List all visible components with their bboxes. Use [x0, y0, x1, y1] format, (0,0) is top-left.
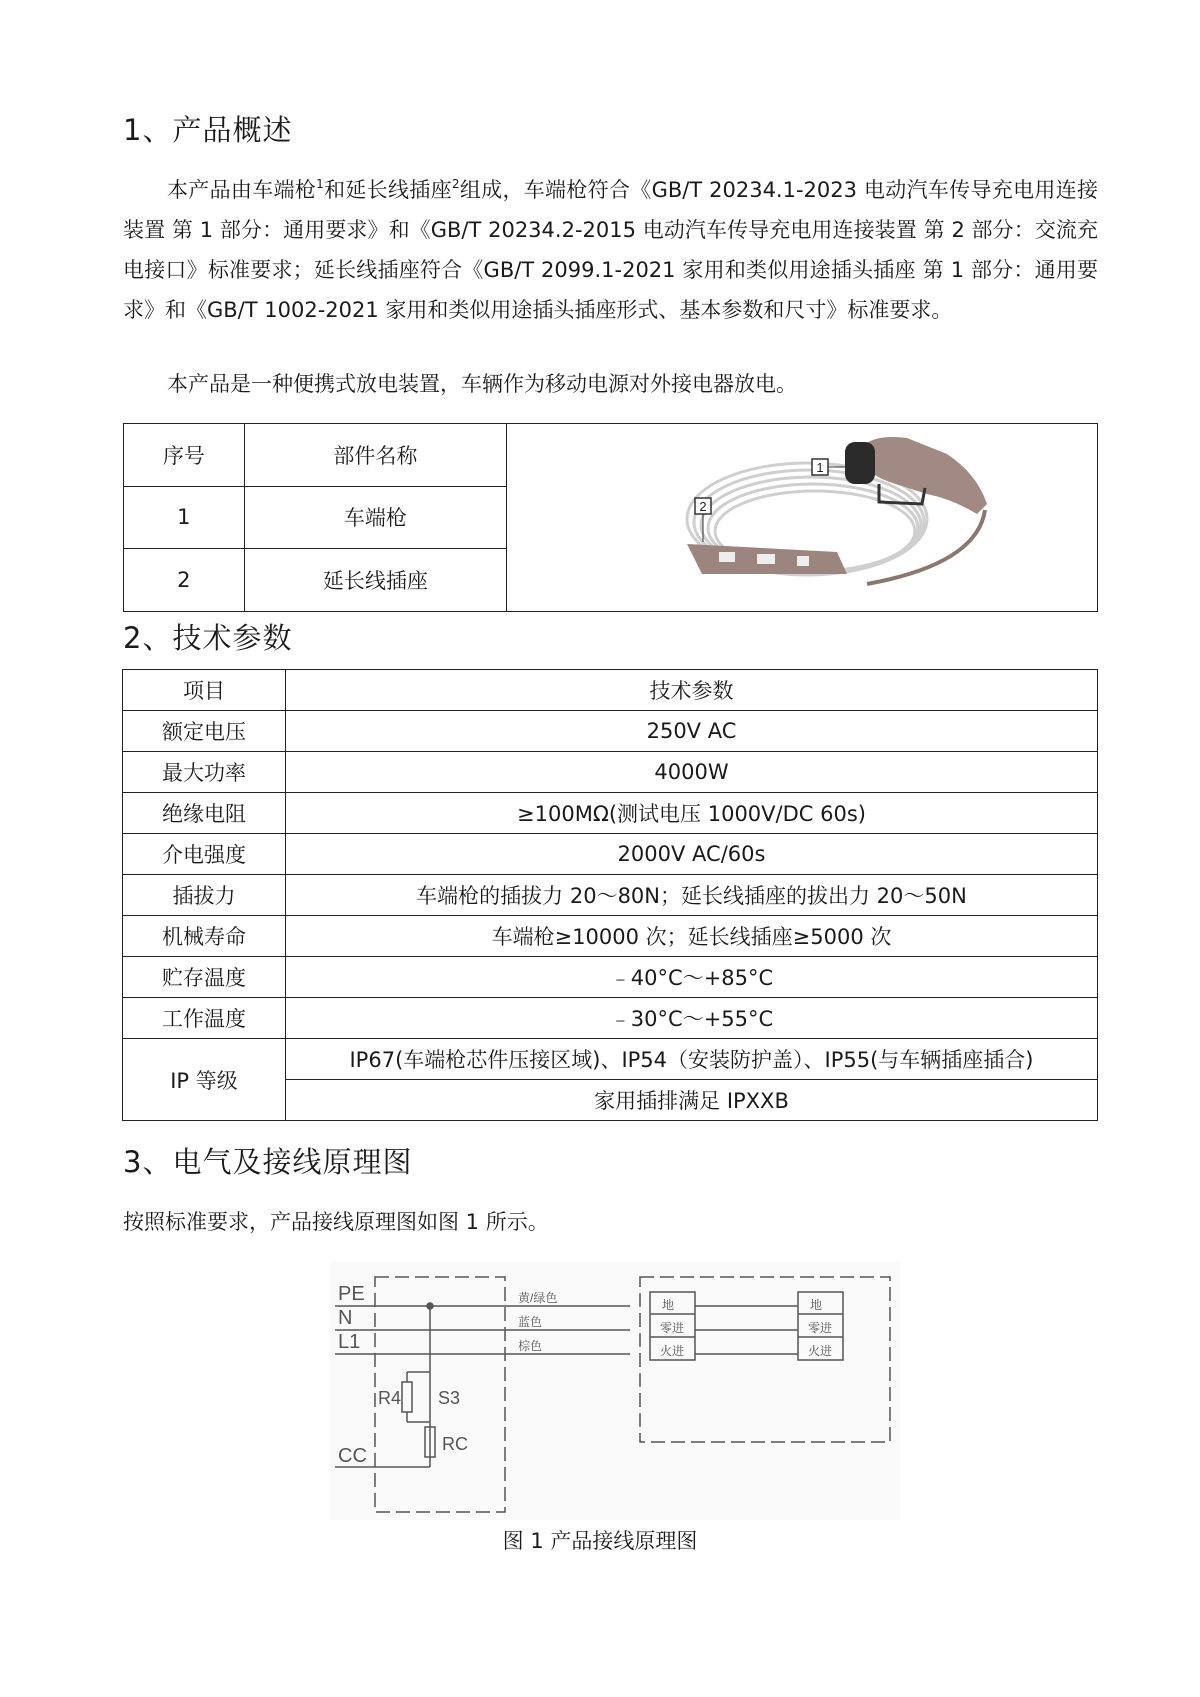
spec-item: 机械寿命	[123, 916, 286, 957]
product-photo	[507, 424, 1097, 606]
para1-part-a: 本产品由车端枪	[167, 178, 317, 202]
spec-ip-value-2: 家用插排满足 IPXXB	[286, 1080, 1098, 1121]
wire-color-pe: 黄/绿色	[518, 1291, 558, 1305]
section2-heading: 2、技术参数	[123, 621, 293, 655]
figure-caption: 图 1 产品接线原理图	[502, 1529, 698, 1553]
line-label-l1: L1	[338, 1331, 361, 1353]
line-label-cc: CC	[338, 1445, 367, 1467]
terminal-left-live: 火进	[660, 1344, 685, 1358]
wire-color-l1: 棕色	[518, 1339, 543, 1353]
parts-row-1-no: 1	[124, 486, 245, 549]
spec-value: 车端枪≥10000 次；延长线插座≥5000 次	[286, 916, 1098, 957]
para1-part-b: 和延长线插座	[323, 178, 452, 202]
overview-paragraph-1	[123, 164, 1098, 330]
terminal-left-neutral: 零进	[660, 1321, 685, 1335]
diagram-intro: 按照标准要求，产品接线原理图如图 1 所示。	[123, 1210, 549, 1234]
spec-ip-value-1: IP67(车端枪芯件压接区域)、IP54（安装防护盖）、IP55(与车辆插座插合)	[286, 1039, 1098, 1080]
spec-value: ﹣40°C～+85°C	[286, 957, 1098, 998]
component-s3: S3	[438, 1388, 461, 1408]
footnote-marker-2: 2	[451, 177, 460, 191]
parts-header-no: 序号	[124, 424, 245, 487]
spec-value: 4000W	[286, 752, 1098, 793]
spec-item: 最大功率	[123, 752, 286, 793]
section3-heading: 3、电气及接线原理图	[123, 1145, 413, 1179]
parts-table	[123, 423, 1098, 612]
footnote-marker-1: 1	[316, 177, 324, 191]
spec-item: 插拔力	[123, 875, 286, 916]
spec-item: 贮存温度	[123, 957, 286, 998]
spec-value: 250V AC	[286, 711, 1098, 752]
gun-head-icon	[845, 442, 875, 484]
component-rc: RC	[442, 1434, 468, 1454]
spec-header-item: 项目	[123, 670, 286, 711]
terminal-left-ground: 地	[662, 1298, 675, 1312]
spec-value: ﹣30°C～+55°C	[286, 998, 1098, 1039]
label-1: 1	[816, 460, 824, 475]
wire-color-n: 蓝色	[518, 1315, 543, 1329]
terminal-right-live: 火进	[808, 1344, 833, 1358]
wiring-diagram	[330, 1262, 900, 1520]
spec-value: 2000V AC/60s	[286, 834, 1098, 875]
para1-part-c: 组成，车端枪符合《GB/T 20234.1-2023 电动汽车传导充电用连接装置 第 1 部分：通用要求》和《GB/T 20234.2-2015 电动汽车传导充电用连接装置 第 2 部分：交流充电接口》标准要求；延长线插座符合《GB/T 2099.1-2021 家用和类似用途插头插座 第 1 部分：通用要求》和《GB/T 1002-2021 家用和类似用途插头插座形式、基本参数和尺寸》标准要求。	[123, 178, 1098, 322]
line-label-pe: PE	[338, 1283, 365, 1305]
spec-item: 介电强度	[123, 834, 286, 875]
parts-row-2-no: 2	[124, 549, 245, 612]
spec-item: 工作温度	[123, 998, 286, 1039]
component-r4: R4	[378, 1388, 402, 1408]
spec-item: 额定电压	[123, 711, 286, 752]
spec-header-value: 技术参数	[286, 670, 1098, 711]
section1-heading: 1、产品概述	[123, 113, 293, 147]
r4-resistor	[402, 1382, 412, 1412]
spec-ip-item: IP 等级	[123, 1039, 286, 1121]
parts-row-2-name: 延长线插座	[244, 549, 506, 612]
spec-table	[122, 669, 1098, 1121]
parts-header-name: 部件名称	[244, 424, 506, 487]
line-label-n: N	[338, 1307, 353, 1329]
spec-value: 车端枪的插拔力 20～80N；延长线插座的拔出力 20～50N	[286, 875, 1098, 916]
parts-row-1-name: 车端枪	[244, 486, 506, 549]
spec-item: 绝缘电阻	[123, 793, 286, 834]
spec-value: ≥100MΩ(测试电压 1000V/DC 60s)	[286, 793, 1098, 834]
label-2: 2	[699, 499, 707, 514]
terminal-right-ground: 地	[810, 1298, 823, 1312]
overview-paragraph-2: 本产品是一种便携式放电装置，车辆作为移动电源对外接电器放电。	[167, 372, 797, 396]
terminal-right-neutral: 零进	[808, 1321, 833, 1335]
product-photo-cell	[507, 424, 1098, 612]
